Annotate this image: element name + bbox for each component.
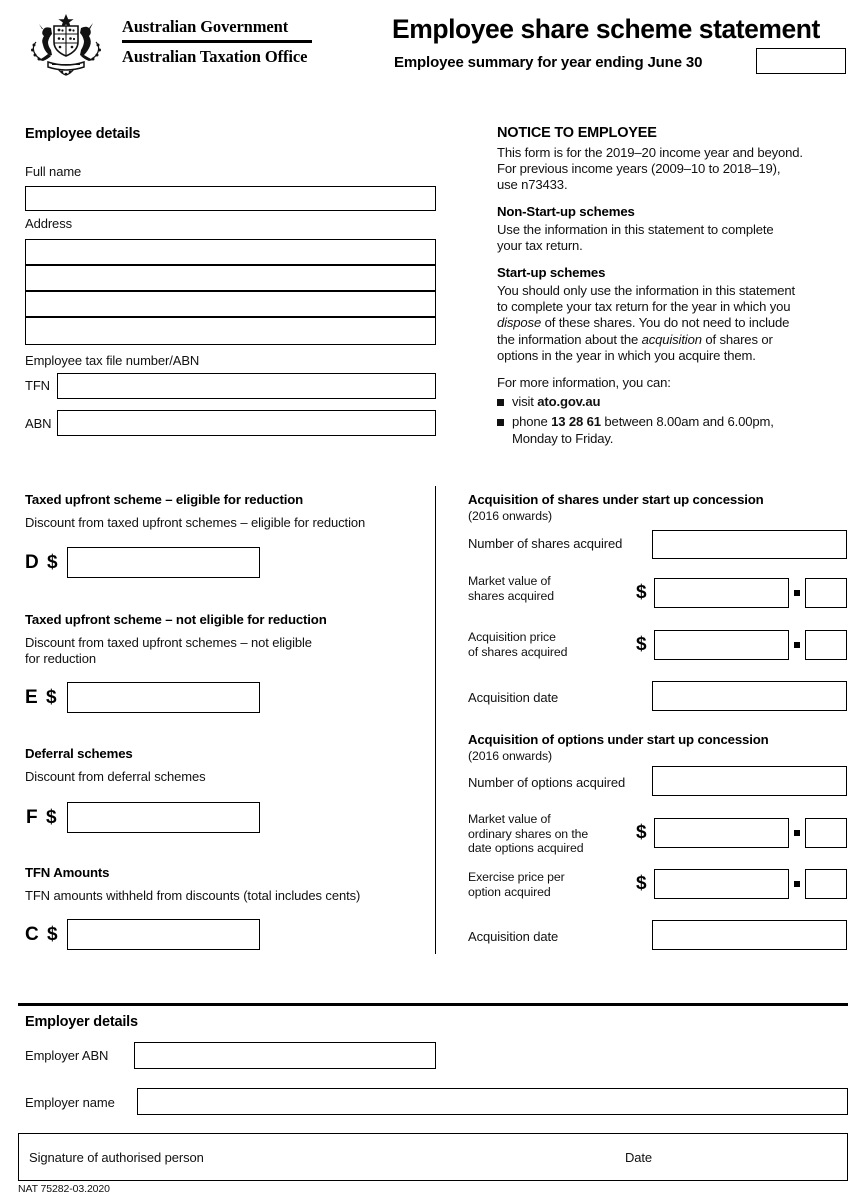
non-startup-schemes-heading: Non-Start-up schemes — [497, 203, 635, 219]
options-market-value-dollars-input[interactable] — [654, 818, 789, 848]
label-code-c: C — [25, 924, 39, 945]
tfn-abn-group-label: Employee tax file number/ABN — [25, 353, 200, 368]
employer-details-heading: Employer details — [25, 1014, 138, 1030]
shares-market-value-label — [468, 574, 554, 603]
wordmark-rule — [122, 40, 312, 43]
abn-input[interactable] — [57, 410, 436, 436]
number-of-options-input[interactable] — [652, 766, 847, 796]
exercise-price-label-line-2: option acquired — [468, 884, 551, 899]
non-startup-line-2: your tax return. — [497, 237, 583, 253]
section-description: Discount from taxed upfront schemes – eligible for reduction — [25, 515, 366, 530]
section-description: TFN amounts withheld from discounts (total includes cents) — [25, 888, 361, 903]
shares-acquisition-price-label-line-2: of shares acquired — [468, 644, 568, 659]
australian-government-text: Australian Government — [122, 17, 289, 36]
exercise-price-label-line-1: Exercise price per — [468, 870, 565, 884]
column-divider — [435, 486, 436, 954]
options-market-value-label-line-3: date options acquired — [468, 841, 584, 855]
notice-heading: NOTICE TO EMPLOYEE — [497, 125, 657, 141]
address-line-4-input[interactable] — [25, 317, 436, 345]
taxed-upfront-not-eligible-amount-input[interactable] — [67, 682, 260, 713]
year-ending-input[interactable] — [756, 48, 846, 74]
startup-line-3-rest: of these shares. You do not need to include — [541, 315, 790, 331]
address-line-3-input[interactable] — [25, 291, 436, 317]
startup-line-2: to complete your tax return for the year in which you — [497, 299, 791, 315]
tfn-amounts-input[interactable] — [67, 919, 260, 950]
phone-text: phone — [512, 414, 552, 430]
australian-coat-of-arms-icon — [18, 12, 114, 76]
full-name-label: Full name — [25, 164, 82, 179]
non-startup-line-1: Use the information in this statement to complete — [497, 221, 774, 237]
section-heading: Deferral schemes — [25, 746, 133, 761]
notice-bullet-website — [497, 394, 842, 410]
startup-line-4-post: of shares or — [701, 331, 773, 347]
employer-name-input[interactable] — [137, 1088, 848, 1115]
nat-code-footer: NAT 75282-03.2020 — [18, 1183, 110, 1195]
dispose-emphasis: dispose — [497, 315, 542, 331]
visit-text: visit — [512, 394, 538, 410]
address-line-2-input[interactable] — [25, 265, 436, 291]
startup-line-4 — [497, 332, 842, 348]
signature-date-label: Date — [625, 1150, 653, 1165]
abn-label: ABN — [25, 416, 52, 431]
dollar-sign-c: $ — [47, 924, 58, 945]
shares-market-value-dollars-input[interactable] — [654, 578, 789, 608]
dollar-sign-e: $ — [46, 687, 57, 708]
exercise-price-dollars-input[interactable] — [654, 869, 789, 899]
notice-intro-line-2: For previous income years (2009–10 to 2018–19), — [497, 161, 781, 177]
options-acquisition-date-label: Acquisition date — [468, 929, 559, 944]
bullet-square-icon — [497, 419, 504, 426]
government-wordmark — [122, 16, 322, 68]
section-heading: Taxed upfront scheme – eligible for reduction — [25, 492, 304, 507]
section-description-line-2: for reduction — [25, 651, 96, 666]
non-startup-schemes-text — [497, 222, 842, 254]
startup-schemes-heading: Start-up schemes — [497, 265, 606, 281]
dollar-sign-f: $ — [46, 807, 57, 828]
notice-intro-line-1: This form is for the 2019–20 income year and beyond. — [497, 145, 803, 160]
deferral-schemes-section — [25, 746, 425, 785]
notice-bullet-phone — [497, 414, 842, 446]
number-of-shares-input[interactable] — [652, 530, 847, 559]
startup-line-3 — [497, 315, 842, 331]
tfn-label: TFN — [25, 378, 50, 393]
decimal-point-icon — [794, 590, 800, 596]
dollar-sign-d: $ — [47, 552, 58, 573]
acquisition-emphasis: acquisition — [641, 331, 702, 347]
full-name-input[interactable] — [25, 186, 436, 211]
form-header — [0, 0, 866, 88]
number-of-options-label: Number of options acquired — [468, 775, 626, 790]
tfn-input[interactable] — [57, 373, 436, 399]
startup-line-5: options in the year in which you acquire them. — [497, 347, 756, 363]
dollar-sign-options-market-value: $ — [636, 822, 647, 843]
shares-concession-heading: Acquisition of shares under start up concession — [468, 492, 764, 507]
employer-name-label: Employer name — [25, 1095, 115, 1110]
dollar-sign-exercise-price: $ — [636, 873, 647, 894]
employee-details-heading: Employee details — [25, 126, 141, 142]
taxed-upfront-not-eligible-section — [25, 612, 425, 667]
notice-intro-line-3: use n73433. — [497, 177, 568, 193]
employer-abn-input[interactable] — [134, 1042, 436, 1069]
shares-market-value-cents-input[interactable] — [805, 578, 847, 608]
page-title: Employee share scheme statement — [392, 14, 820, 44]
dollar-sign-shares-market-value: $ — [636, 582, 647, 603]
form-subtitle: Employee summary for year ending June 30 — [394, 54, 703, 71]
startup-line-1: You should only use the information in this statement — [497, 283, 796, 299]
tfn-amounts-section — [25, 865, 425, 904]
options-market-value-label — [468, 812, 588, 856]
phone-days: Monday to Friday. — [512, 430, 614, 446]
more-information-label: For more information, you can: — [497, 375, 671, 391]
shares-acquisition-price-cents-input[interactable] — [805, 630, 847, 660]
shares-acquisition-price-label-line-1: Acquisition price — [468, 630, 556, 644]
ato-website-link[interactable]: ato.gov.au — [537, 394, 601, 410]
decimal-point-icon — [794, 642, 800, 648]
options-market-value-label-line-2: ordinary shares on the — [468, 826, 589, 841]
employer-abn-label: Employer ABN — [25, 1048, 109, 1063]
dollar-sign-shares-acquisition-price: $ — [636, 634, 647, 655]
shares-market-value-label-line-2: shares acquired — [468, 588, 554, 603]
phone-hours: between 8.00am and 6.00pm, — [600, 414, 774, 430]
section-description-line-1: Discount from taxed upfront schemes – not eligible — [25, 635, 312, 650]
options-concession-heading: Acquisition of options under start up concession — [468, 732, 769, 747]
options-market-value-cents-input[interactable] — [805, 818, 847, 848]
label-code-e: E — [25, 687, 38, 708]
notice-to-employee-block — [497, 125, 842, 447]
startup-line-4-pre: the information about the — [497, 331, 642, 347]
decimal-point-icon — [794, 881, 800, 887]
exercise-price-cents-input[interactable] — [805, 869, 847, 899]
options-market-value-label-line-1: Market value of — [468, 812, 551, 826]
number-of-shares-label: Number of shares acquired — [468, 536, 623, 551]
shares-acquisition-price-dollars-input[interactable] — [654, 630, 789, 660]
shares-acquisition-date-input[interactable] — [652, 681, 847, 711]
exercise-price-label — [468, 870, 565, 899]
ato-phone-number: 13 28 61 — [551, 414, 601, 430]
address-line-1-input[interactable] — [25, 239, 436, 265]
shares-acquisition-price-label — [468, 630, 567, 659]
deferral-schemes-amount-input[interactable] — [67, 802, 260, 833]
label-code-f: F — [26, 807, 38, 828]
australian-taxation-office-text: Australian Taxation Office — [122, 47, 308, 66]
taxed-upfront-eligible-amount-input[interactable] — [67, 547, 260, 578]
decimal-point-icon — [794, 830, 800, 836]
label-code-d: D — [25, 552, 39, 573]
section-heading: Taxed upfront scheme – not eligible for reduction — [25, 612, 327, 627]
startup-schemes-text — [497, 283, 842, 364]
notice-intro — [497, 145, 842, 194]
section-heading: TFN Amounts — [25, 865, 110, 880]
shares-acquisition-date-label: Acquisition date — [468, 690, 559, 705]
bullet-square-icon — [497, 399, 504, 406]
options-concession-subheading: (2016 onwards) — [468, 749, 553, 763]
employer-section-rule — [18, 1003, 848, 1006]
shares-concession-subheading: (2016 onwards) — [468, 509, 553, 523]
address-label: Address — [25, 216, 72, 231]
shares-market-value-label-line-1: Market value of — [468, 574, 551, 588]
section-description: Discount from deferral schemes — [25, 769, 206, 784]
taxed-upfront-eligible-section — [25, 492, 425, 531]
signature-label: Signature of authorised person — [29, 1150, 204, 1165]
options-acquisition-date-input[interactable] — [652, 920, 847, 950]
